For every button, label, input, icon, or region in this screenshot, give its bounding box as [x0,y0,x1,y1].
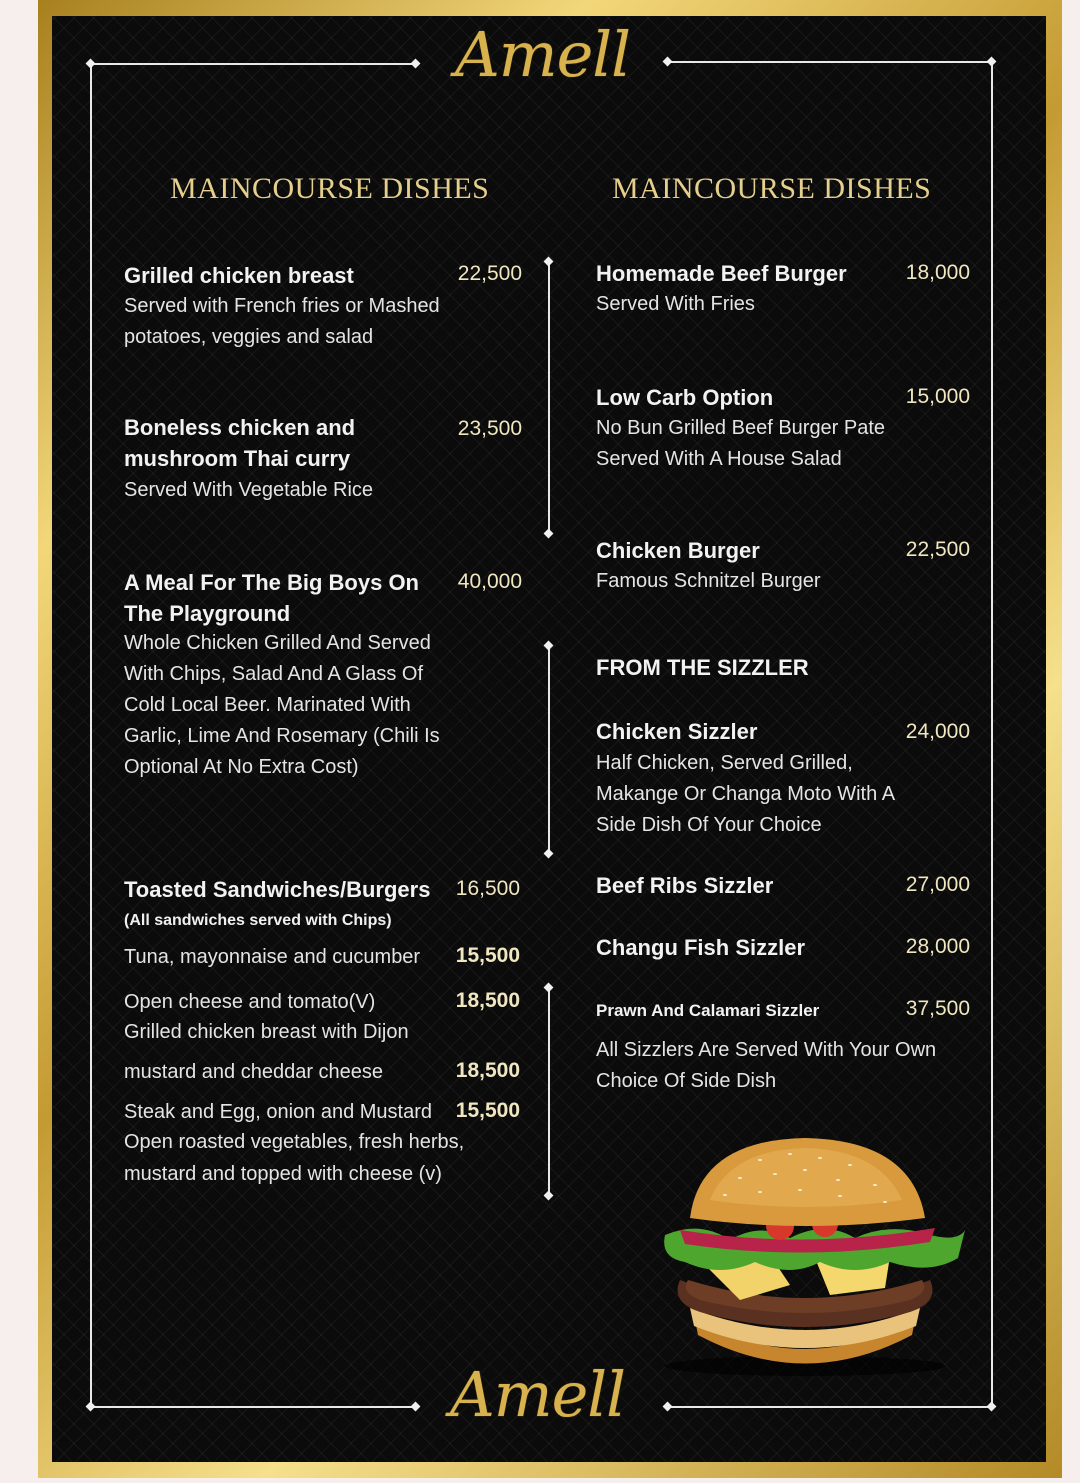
item-description: Served With Fries [596,293,755,315]
sandwich-price: 15,500 [455,1099,520,1122]
sizzler-price: 37,500 [905,997,970,1020]
sizzler-name: Chicken Sizzler [596,719,758,744]
frame-bottom-left [90,1406,418,1408]
sandwich-price: 18,500 [455,1059,520,1082]
frame-top-right [667,61,993,63]
sandwich-name: Steak and Egg, onion and Mustard [124,1101,432,1123]
right-section-title: MAINCOURSE DISHES [612,172,932,205]
sizzler-price: 27,000 [905,873,970,896]
item-name: Chicken Burger [596,538,760,563]
item-name: Boneless chicken and mushroom Thai curry [124,415,356,471]
frame-bottom-right [667,1406,993,1408]
item-price: 18,000 [905,261,970,284]
sizzler-name: Changu Fish Sizzler [596,935,806,960]
sandwich-name: mustard and topped with cheese (v) [124,1163,442,1185]
column-divider [548,988,550,1198]
brand-logo-bottom: Amell [450,1358,625,1431]
item-name: Toasted Sandwiches/Burgers [124,877,431,902]
column-divider [548,646,550,854]
item-description: Famous Schnitzel Burger [596,570,821,592]
item-name: Low Carb Option [596,385,774,410]
sandwich-price: 15,500 [455,944,520,967]
frame-top-left [90,63,418,65]
burger-image [640,1130,970,1380]
sizzler-note: All Sizzlers Are Served With Your Own Choice Of Side Dish [596,1039,937,1092]
item-name: Homemade Beef Burger [596,261,847,286]
item-description: No Bun Grilled Beef Burger Pate Served With A House Salad [596,417,886,470]
sandwich-name: Tuna, mayonnaise and cucumber [124,946,421,968]
column-divider [548,262,550,536]
item-price: 23,500 [457,417,522,440]
item-price: 22,500 [905,538,970,561]
item-price: 22,500 [457,262,522,285]
sizzler-name: Prawn And Calamari Sizzler [596,1001,820,1020]
sandwich-name: mustard and cheddar cheese [124,1061,384,1083]
sandwich-price: 18,500 [455,989,520,1012]
item-description: Served With Vegetable Rice [124,479,374,501]
left-section-title: MAINCOURSE DISHES [170,172,490,205]
sandwich-name: Grilled chicken breast with Dijon [124,1021,409,1043]
item-name: Grilled chicken breast [124,263,354,288]
item-price: 16,500 [455,877,520,900]
item-price: 15,000 [905,385,970,408]
sizzler-heading: FROM THE SIZZLER [596,655,809,680]
sizzler-name: Beef Ribs Sizzler [596,873,774,898]
sandwich-name: Open cheese and tomato(V) [124,991,376,1013]
item-note: (All sandwiches served with Chips) [124,912,392,929]
item-description: Whole Chicken Grilled And Served With Chips, Salad And A Glass Of Cold Local Beer. Marinated With Garlic, Lime And Rosemary (Chili Is Optional At No Extra Cost) [124,632,440,778]
frame-right [991,61,993,1408]
sizzler-description: Half Chicken, Served Grilled, Makange Or Changa Moto With A Side Dish Of Your Choice [596,752,894,836]
item-name: A Meal For The Big Boys On The Playground [124,570,419,626]
item-price: 40,000 [457,570,522,593]
frame-left [90,63,92,1408]
brand-logo-top: Amell [455,18,630,91]
sizzler-price: 24,000 [905,720,970,743]
item-description: Served with French fries or Mashed potatoes, veggies and salad [124,295,440,348]
sandwich-name: Open roasted vegetables, fresh herbs, [124,1131,465,1153]
sizzler-price: 28,000 [905,935,970,958]
